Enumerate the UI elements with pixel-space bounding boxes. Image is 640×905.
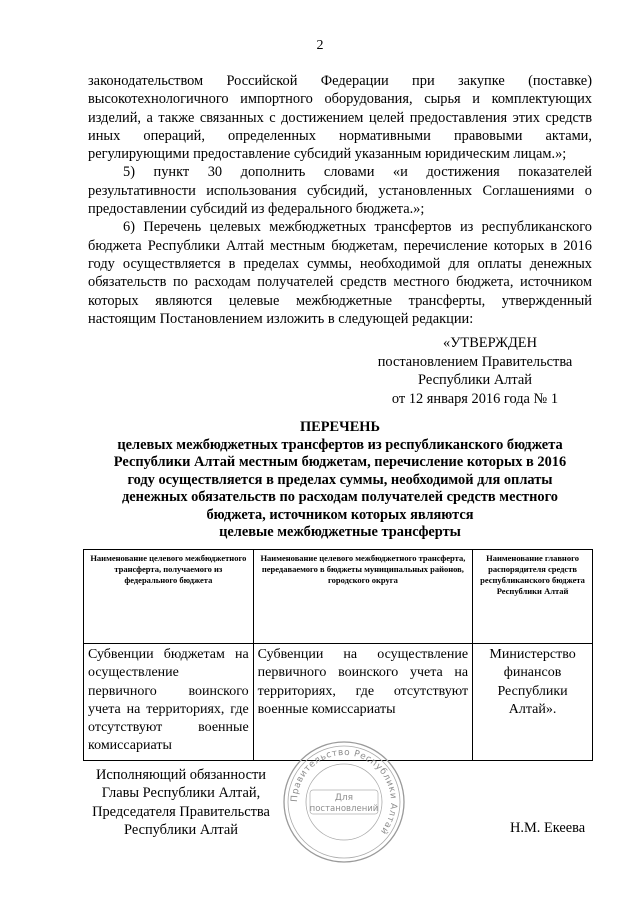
signature-line: Республики Алтай [124, 822, 238, 839]
table-header-cell: Наименование целевого межбюджетного трансферта, передаваемого в бюджеты муниципальных районов, городского округа [253, 550, 472, 644]
list-title-line: целевых межбюджетных трансфертов из республиканского бюджета [117, 436, 563, 453]
table-header-row [84, 550, 593, 644]
approval-line: Республики Алтай [418, 372, 532, 388]
page-number: 2 [316, 38, 324, 53]
list-title-line: году осуществляется в пределах суммы, необходимой для оплаты [127, 471, 553, 488]
paragraph-item-6: 6) Перечень целевых межбюджетных трансфертов из республиканского бюджета Республики Алтай местным бюджетам, перечисление которых в 2016 году осуществляется в пределах суммы, необходимой для оплаты денежных обязательств по расходам получателей средств местного бюджета, источником которых являются целевые межбюджетные трансферты, утвержденный настоящим Постановлением изложить в следующей редакции: [88, 219, 592, 327]
approval-line: постановлением Правительства [377, 353, 573, 370]
signature-block [86, 766, 276, 840]
table-cell: Субвенции на осуществление первичного воинского учета на территориях, где отсутствуют военные комиссариаты [253, 644, 472, 761]
table-header-cell: Наименование главного распорядителя средств республиканского бюджета Республики Алтай [473, 550, 593, 644]
approval-line: от 12 января 2016 года № 1 [391, 390, 559, 407]
approval-block [360, 334, 590, 408]
table-header-cell: Наименование целевого межбюджетного трансферта, получаемого из федерального бюджета [84, 550, 254, 644]
list-title [88, 419, 592, 542]
list-title-line: Республики Алтай местным бюджетам, перечисление которых в 2016 [113, 454, 567, 470]
list-title-line: денежных обязательств по расходам получателей средств местного [122, 489, 558, 505]
table-cell: Субвенции бюджетам на осуществление первичного воинского учета на территориях, где отсутствуют военные комиссариаты [84, 644, 254, 761]
paragraph-continuation: законодательством Российской Федерации при закупке (поставке) высокотехнологичного импортного оборудования, сырья и комплектующих изделий, а также связанных с достижением целей предоставления этих средств иных операций, определенных нормативными правовыми актами, регулирующими предоставление субсидий указанным юридическим лицам.»; [88, 73, 592, 163]
body-text [88, 72, 592, 328]
stamp-center-text: Для [334, 793, 354, 803]
paragraph-item-5: 5) пункт 30 дополнить словами «и достижения показателей результативности использования субсидий, установленных Соглашениями о предоставлении субсидий из федерального бюджета.»; [88, 164, 592, 218]
approval-line: «УТВЕРЖДЕН [443, 335, 537, 351]
list-heading: ПЕРЕЧЕНЬ [299, 419, 381, 435]
stamp-seal [280, 738, 408, 866]
stamp-center-text: постановлений [309, 804, 379, 814]
signer-name: Н.М. Екеева [510, 820, 586, 836]
signature-line: Председателя Правительства [92, 803, 270, 820]
transfers-table [83, 549, 593, 761]
list-title-line: бюджета, источником которых являются [206, 506, 474, 523]
signature-line: Исполняющий обязанности [95, 767, 266, 783]
signature-line: Главы Республики Алтай, [101, 785, 261, 802]
stamp-ring-text: Правительство Республики Алтай [289, 747, 399, 837]
table-cell: Министерство финансов Республики Алтай». [473, 644, 593, 761]
list-title-line: целевые межбюджетные трансферты [219, 524, 461, 540]
